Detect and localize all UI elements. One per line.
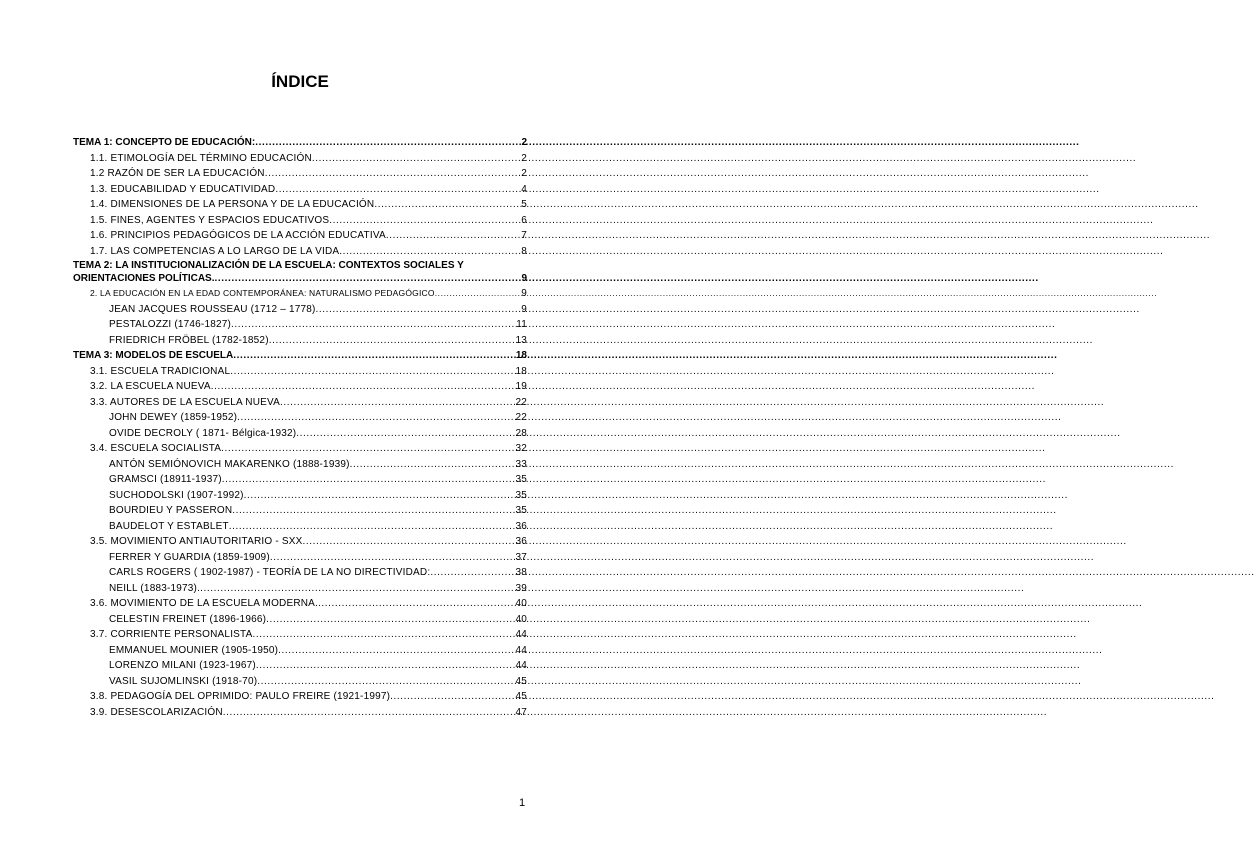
toc-entry-3-1[interactable] [73, 364, 527, 380]
toc-leader [296, 426, 515, 442]
toc-entry-title: NEILL (1883-1973). [109, 582, 201, 594]
toc-entry-page: 44 [515, 629, 527, 640]
toc-leader [255, 135, 521, 151]
toc-entry-page: 9 [521, 273, 527, 284]
toc-leader [316, 302, 522, 318]
toc-entry-3-7[interactable] [73, 627, 527, 643]
toc-entry-page: 6 [521, 214, 527, 226]
toc-entry-title: BAUDELOT Y ESTABLET [109, 520, 229, 532]
toc-entry-title: CELESTIN FREINET (1896-1966) [109, 613, 267, 625]
toc-entry-title: 1.2 RAZÓN DE SER LA EDUCACIÓN [90, 168, 265, 179]
toc-entry-3-5[interactable] [73, 534, 527, 550]
toc-entry-page: 8 [521, 245, 527, 257]
toc-leader [312, 151, 521, 167]
toc-entry-title: BOURDIEU Y PASSERON [109, 505, 233, 516]
toc-entry-page: 40 [515, 613, 527, 625]
toc-entry-title: FERRER Y GUARDIA (1859-1909) [109, 551, 270, 563]
toc-entry-page: 38 [515, 567, 527, 578]
toc-entry-title: 3.8. PEDAGOGÍA DEL OPRIMIDO: PAULO FREIRE (1921-1997) [90, 691, 391, 702]
toc-entry-page: 35 [515, 474, 527, 485]
toc-entry-baudelot[interactable] [73, 519, 527, 535]
toc-entry-title: 3.7. CORRIENTE PERSONALISTA [90, 629, 253, 640]
toc-entry-page: 2 [521, 137, 527, 148]
toc-entry-page: 18 [515, 350, 527, 361]
toc-entry-3-9[interactable] [73, 705, 527, 721]
toc-leader [280, 395, 515, 411]
toc-entry-milani[interactable] [73, 658, 527, 674]
toc-leader [430, 565, 515, 581]
toc-entry-title: PESTALOZZI (1746-1827) [109, 319, 232, 330]
toc-entry-title: TEMA 1: CONCEPTO DE EDUCACIÓN: [73, 137, 256, 148]
toc-leader [270, 550, 516, 566]
toc-entry-page: 18 [515, 365, 527, 377]
toc-entry-dewey[interactable] [73, 410, 527, 426]
toc-entry-gramsci[interactable] [73, 472, 527, 488]
toc-entry-page: 36 [515, 536, 527, 547]
toc-entry-1-6[interactable] [73, 228, 527, 244]
toc-leader [215, 272, 522, 286]
toc-entry-2[interactable] [73, 286, 527, 302]
toc-leader [231, 317, 516, 333]
toc-entry-title: JEAN JACQUES ROUSSEAU (1712 – 1778) [109, 303, 316, 315]
page-number: 1 [519, 797, 526, 809]
toc-leader [435, 286, 522, 302]
toc-entry-page: 11 [516, 319, 527, 330]
toc-leader [256, 658, 516, 674]
toc-leader [275, 182, 521, 198]
toc-entry-title-line1: TEMA 2: LA INSTITUCIONALIZACIÓN DE LA ESCUELA: CONTEXTOS SOCIALES Y [73, 260, 464, 271]
toc-entry-page: 2 [521, 152, 527, 164]
toc-entry-title: 1.7. LAS COMPETENCIAS A LO LARGO DE LA VIDA [90, 245, 340, 257]
toc-entry-tema-3[interactable] [73, 348, 527, 364]
toc-entry-title: CARLS ROGERS ( 1902-1987) - TEORÍA DE LA NO DIRECTIVIDAD: [109, 567, 431, 578]
toc-entry-frobel[interactable] [73, 333, 527, 349]
toc-entry-page: 2 [521, 168, 527, 179]
toc-entry-rousseau[interactable] [73, 302, 527, 318]
toc-entry-1-1[interactable] [73, 151, 527, 167]
toc-entry-mounier[interactable] [73, 643, 527, 659]
toc-leader [265, 166, 522, 182]
toc-entry-page: 4 [521, 183, 527, 195]
toc-entry-page: 22 [515, 396, 527, 408]
toc-entry-page: 39 [515, 582, 527, 594]
toc-leader [232, 503, 515, 519]
toc-entry-title: 1.4. DIMENSIONES DE LA PERSONA Y DE LA EDUCACIÓN [90, 199, 375, 210]
toc-entry-title: ANTÓN SEMIÓNOVICH MAKARENKO (1888-1939) [109, 458, 350, 470]
toc-leader [222, 472, 516, 488]
toc-entry-page: 36 [515, 520, 527, 532]
toc-entry-3-6[interactable] [73, 596, 527, 612]
toc-entry-title: 3.2. LA ESCUELA NUEVA [90, 381, 211, 392]
toc-entry-title: VASIL SUJOMLINSKI (1918-70) [109, 675, 258, 687]
toc-leader [221, 441, 515, 457]
toc-entry-page: 32 [515, 443, 527, 454]
toc-entry-page: 45 [515, 675, 527, 687]
toc-leader [237, 410, 515, 426]
toc-entry-title: OVIDE DECROLY ( 1871- Bélgica-1932) [109, 427, 297, 439]
toc-leader [252, 627, 515, 643]
toc-leader [386, 228, 521, 244]
toc-entry-page: 9 [521, 288, 527, 299]
toc-leader [329, 213, 521, 229]
toc-entry-title: LORENZO MILANI (1923-1967) [109, 660, 256, 671]
toc-entry-title: 3.6. MOVIMIENTO DE LA ESCUELA MODERNA. [90, 598, 319, 609]
toc-leader [266, 612, 515, 628]
toc-leader [211, 379, 516, 395]
toc-leader [350, 457, 516, 473]
toc-entry-page: 33 [515, 458, 527, 470]
toc-entry-page: 22 [515, 412, 527, 423]
toc-entry-sujomlinski[interactable] [73, 674, 527, 690]
toc-entry-page: 44 [515, 660, 527, 671]
toc-entry-3-4[interactable] [73, 441, 527, 457]
toc-leader [318, 596, 515, 612]
toc-leader [339, 244, 521, 260]
toc-entry-page: 47 [515, 706, 527, 718]
toc-entry-title: 1.3. EDUCABILIDAD Y EDUCATIVIDAD [90, 183, 276, 195]
toc-entry-1-4[interactable] [73, 197, 527, 213]
toc-leader [374, 197, 521, 213]
toc-entry-title: 3.1. ESCUELA TRADICIONAL [90, 365, 231, 377]
toc-entry-page: 7 [521, 230, 527, 241]
toc-entry-title: 1.1. ETIMOLOGÍA DEL TÉRMINO EDUCACIÓN [90, 152, 312, 164]
toc-entry-3-8[interactable] [73, 689, 527, 705]
toc-entry-title: 1.6. PRINCIPIOS PEDAGÓGICOS DE LA ACCIÓN EDUCATIVA [90, 230, 386, 241]
toc-leader [200, 581, 515, 597]
toc-entry-3-2[interactable] [73, 379, 527, 395]
toc-entry-title: EMMANUEL MOUNIER (1905-1950) [109, 644, 279, 656]
toc-entry-1-3[interactable] [73, 182, 527, 198]
toc-leader [269, 333, 516, 349]
toc-entry-title: 3.4. ESCUELA SOCIALISTA [90, 443, 222, 454]
toc-leader [230, 364, 515, 380]
toc-entry-page: 9 [521, 303, 527, 315]
toc-entry-page: 19 [515, 381, 527, 392]
toc-entry-page: 40 [515, 598, 527, 609]
toc-entry-title: 3.9. DESESCOLARIZACIÓN [90, 706, 223, 718]
toc-entry-rogers[interactable] [73, 565, 527, 581]
toc-entry-page: 35 [515, 505, 527, 516]
toc-entry-1-5[interactable] [73, 213, 527, 229]
toc-leader [257, 674, 515, 690]
toc-entry-bourdieu[interactable] [73, 503, 527, 519]
toc-entry-3-3[interactable] [73, 395, 527, 411]
toc-entry-freinet[interactable] [73, 612, 527, 628]
toc-entry-1-2[interactable] [73, 166, 527, 182]
toc-entry-page: 5 [521, 199, 527, 210]
toc-leader [390, 689, 515, 705]
toc-entry-title: 3.5. MOVIMIENTO ANTIAUTORITARIO - SXX [90, 536, 303, 547]
toc-entry-page: 45 [515, 691, 527, 702]
toc-leader [244, 488, 516, 504]
toc-entry-title: 1.5. FINES, AGENTES Y ESPACIOS EDUCATIVOS [90, 214, 330, 226]
toc-entry-title-line2: ORIENTACIONES POLÍTICAS. [73, 273, 215, 284]
toc-entry-title: SUCHODOLSKI (1907-1992) [109, 489, 244, 501]
toc-entry-title: 3.3. AUTORES DE LA ESCUELA NUEVA [90, 396, 280, 408]
table-of-contents [73, 135, 527, 720]
toc-entry-suchodolski[interactable] [73, 488, 527, 504]
toc-entry-page: 35 [515, 489, 527, 501]
toc-leader [223, 705, 516, 721]
toc-entry-page: 44 [515, 644, 527, 656]
toc-entry-decroly[interactable] [73, 426, 527, 442]
toc-entry-pestalozzi[interactable] [73, 317, 527, 333]
toc-entry-1-7[interactable] [73, 244, 527, 260]
toc-entry-ferrer[interactable] [73, 550, 527, 566]
toc-leader [233, 348, 516, 364]
toc-entry-tema-1[interactable] [73, 135, 527, 151]
toc-entry-tema-2[interactable] [73, 259, 527, 286]
toc-entry-title: TEMA 3: MODELOS DE ESCUELA [73, 350, 234, 361]
toc-entry-title: FRIEDRICH FRÖBEL (1782-1852) [109, 334, 269, 346]
toc-entry-title: GRAMSCI (18911-1937) [109, 474, 222, 485]
toc-leader [302, 534, 515, 550]
toc-leader [229, 519, 516, 535]
toc-entry-makarenko[interactable] [73, 457, 527, 473]
toc-entry-neill[interactable] [73, 581, 527, 597]
toc-entry-page: 13 [515, 334, 527, 346]
toc-leader [278, 643, 515, 659]
page-title: ÍNDICE [271, 72, 329, 91]
toc-entry-page: 37 [515, 551, 527, 563]
toc-entry-title: 2. LA EDUCACIÓN EN LA EDAD CONTEMPORÁNEA: NATURALISMO PEDAGÓGICO [90, 288, 435, 298]
toc-entry-page: 28 [515, 427, 527, 439]
toc-entry-title: JOHN DEWEY (1859-1952) [109, 412, 238, 423]
